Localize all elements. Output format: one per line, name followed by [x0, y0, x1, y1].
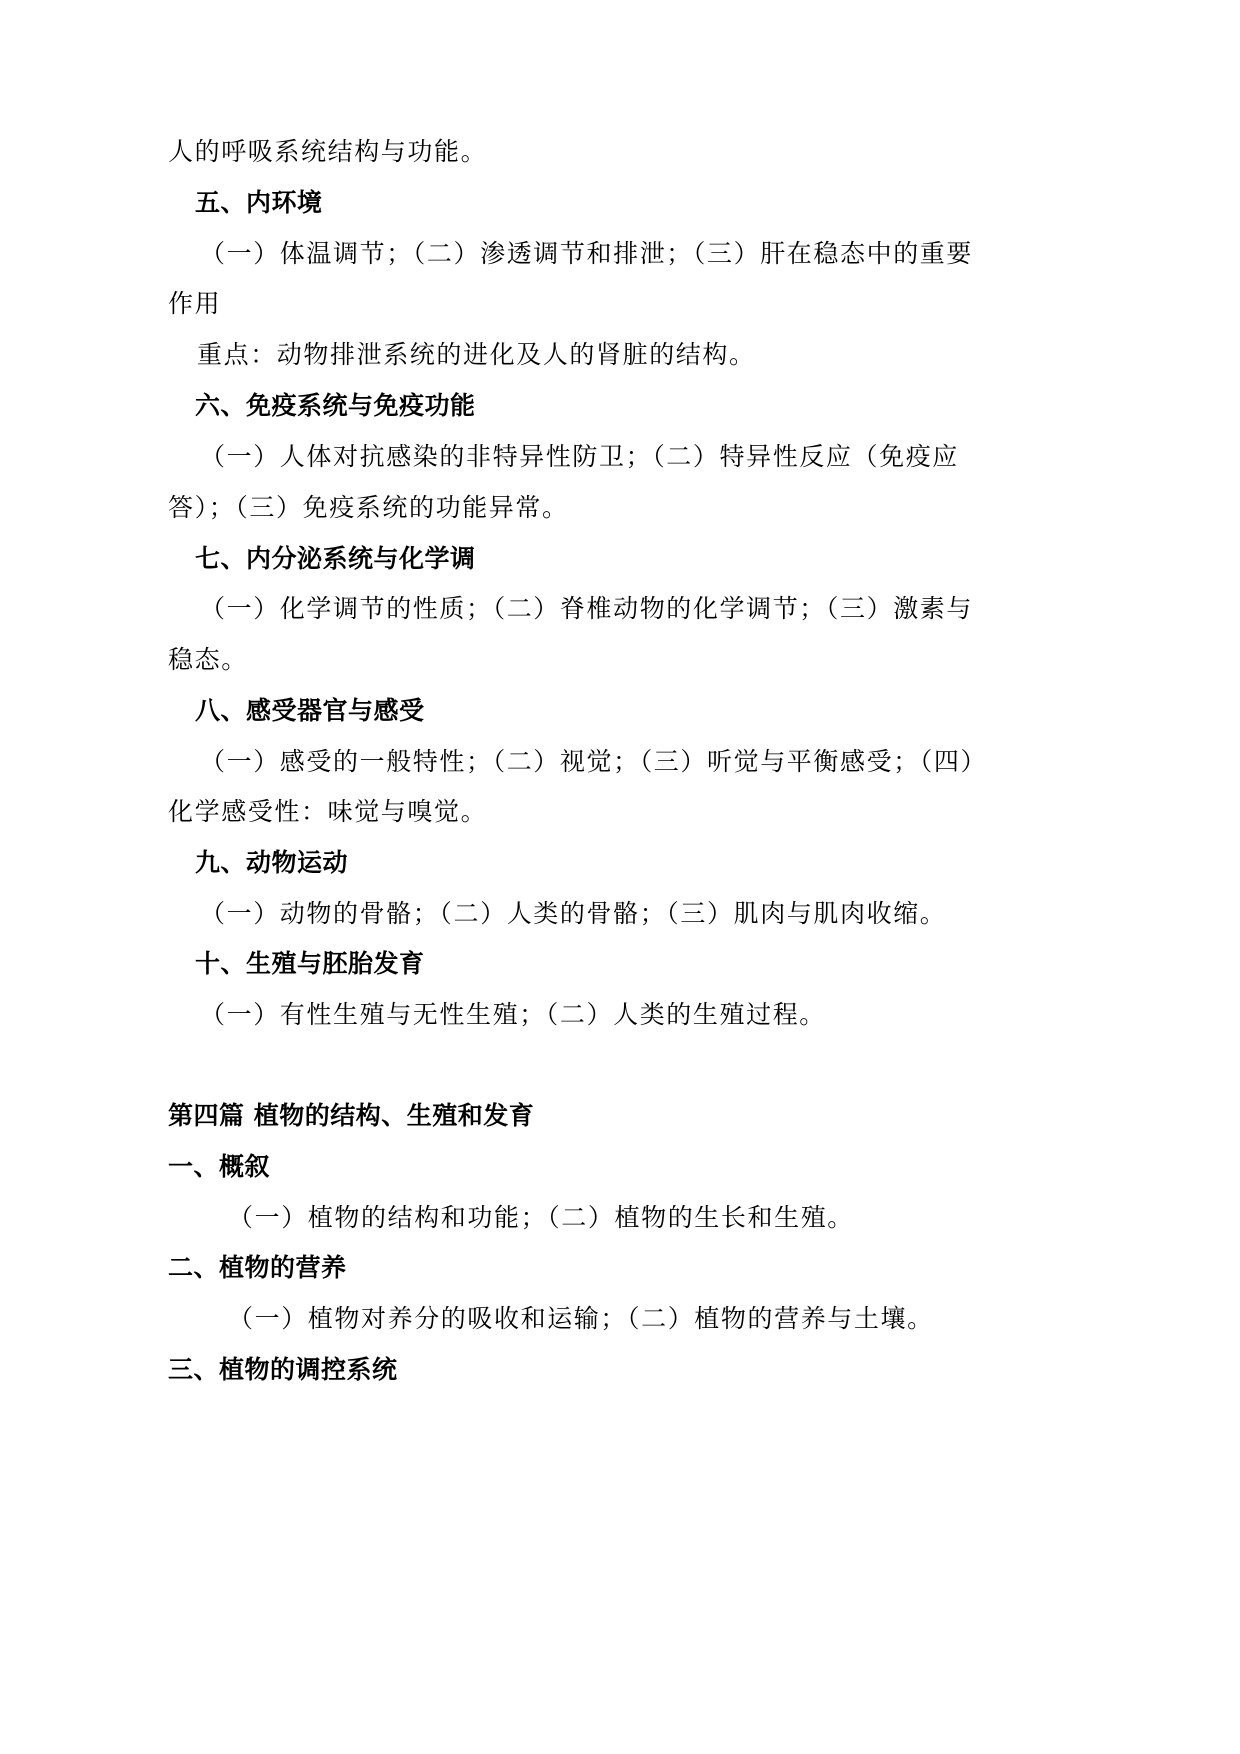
part-four-heading-3: 三、植物的调控系统 — [168, 1355, 398, 1384]
section-7-line-1: （一）化学调节的性质；（二）脊椎动物的化学调节；（三）激素与 — [200, 594, 974, 623]
section-8-line-1: （一）感受的一般特性；（二）视觉；（三）听觉与平衡感受；（四） — [200, 747, 988, 776]
section-7-line-2: 稳态。 — [168, 645, 248, 674]
part-four-section-1-line-1: （一）植物的结构和功能；（二）植物的生长和生殖。 — [228, 1203, 854, 1232]
section-heading-6: 六、免疫系统与免疫功能 — [195, 391, 476, 420]
section-5-key-point: 重点：动物排泄系统的进化及人的肾脏的结构。 — [197, 340, 756, 369]
part-four-title: 第四篇 植物的结构、生殖和发育 — [168, 1101, 535, 1130]
part-four-section-2-line-1: （一）植物对养分的吸收和运输；（二）植物的营养与土壤。 — [228, 1304, 934, 1333]
section-heading-9: 九、动物运动 — [195, 848, 349, 877]
part-four-heading-1: 一、概叙 — [168, 1152, 271, 1181]
section-9-line-1: （一）动物的骨骼；（二）人类的骨骼；（三）肌肉与肌肉收缩。 — [200, 899, 947, 928]
section-heading-8: 八、感受器官与感受 — [195, 696, 425, 725]
continued-text-line: 人的呼吸系统结构与功能。 — [168, 137, 488, 166]
section-6-line-2: 答）；（三）免疫系统的功能异常。 — [168, 493, 569, 522]
part-four-heading-2: 二、植物的营养 — [168, 1253, 347, 1282]
section-5-line-2: 作用 — [168, 289, 222, 318]
section-6-line-1: （一）人体对抗感染的非特异性防卫；（二）特异性反应（免疫应 — [200, 442, 959, 471]
section-8-line-2: 化学感受性：味觉与嗅觉。 — [168, 797, 488, 826]
section-heading-10: 十、生殖与胚胎发育 — [195, 949, 425, 978]
section-10-line-1: （一）有性生殖与无性生殖；（二）人类的生殖过程。 — [200, 1000, 826, 1029]
section-5-line-1: （一）体温调节；（二）渗透调节和排泄；（三）肝在稳态中的重要 — [200, 239, 974, 268]
section-heading-5: 五、内环境 — [195, 188, 323, 217]
section-heading-7: 七、内分泌系统与化学调 — [195, 544, 476, 573]
